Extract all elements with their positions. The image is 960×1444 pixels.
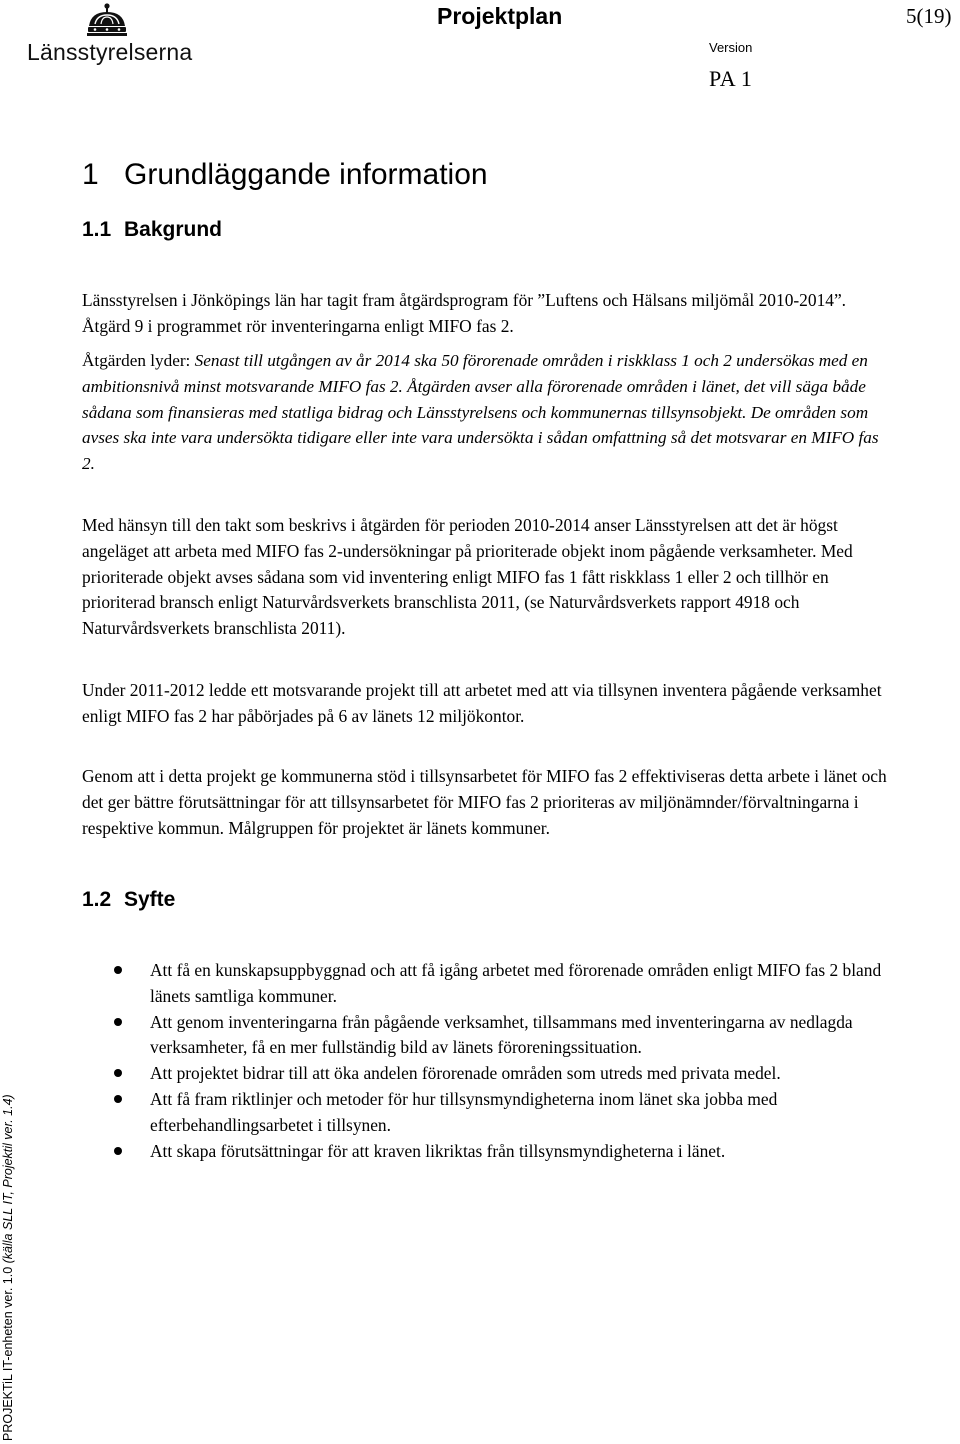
bullet-icon xyxy=(114,1069,122,1077)
list-item-text: Att få fram riktlinjer och metoder för hur tillsynsmyndigheterna inom länet ska jobba med efterbehandlingsarbetet i tillsynen. xyxy=(150,1088,778,1135)
side-note-plain: PROJEKTiL IT-enheten ver. 1.0 xyxy=(1,1263,15,1441)
quote-text: Senast till utgången av år 2014 ska 50 förorenade områden i riskklass 1 och 2 undersökas med en ambitionsnivå minst motsvarande MIFO fas 2. Åtgärden avser alla förorenade områden i länet, det vill säga både sådana som finansieras med statliga bidrag och Länsstyrelsens och kommunernas tillsynsobjekt. De områden som avses ska inte vara undersökta tidigare eller inte vara undersökta i sådan omfattning så det motsvarar en MIFO fas 2. xyxy=(82,351,879,474)
subsection-heading-bakgrund xyxy=(82,218,222,242)
bullet-icon xyxy=(114,1147,122,1155)
list-item xyxy=(110,1061,910,1087)
side-note-italic: (källa SLL IT, Projektil ver. 1.4) xyxy=(1,1094,15,1264)
subsection-number: 1.2 xyxy=(82,888,112,911)
list-item-text: Att få en kunskapsuppbyggnad och att få igång arbetet med förorenade områden enligt MIFO fas 2 bland länets samtliga kommuner. xyxy=(150,960,882,1006)
paragraph-intro: Länsstyrelsen i Jönköpings län har tagit fram åtgärdsprogram för ”Luftens och Hälsans miljömål 2010-2014”. Åtgärd 9 i programmet rör inventeringarna enligt MIFO fas 2. xyxy=(82,290,847,336)
subsection-title: Bakgrund xyxy=(124,218,223,241)
section-number: 1 xyxy=(82,158,99,191)
list-item xyxy=(110,1139,910,1165)
paragraph-priority: Med hänsyn till den takt som beskrivs i åtgärden för perioden 2010-2014 anser Länsstyrelsen att det är högst angeläget att arbeta med MIFO fas 2-undersökningar på prioriterade objekt inom pågående verksamheter. Med prioriterade objekt avses sådana som vid inventering enligt MIFO fas 1 fått riskklass 1 eller 2 och tillhör en prioriterad bransch enligt Naturvårdsverkets branschlista 2011, (se Naturvårdsverkets rapport 4918 och Naturvårdsverkets branschlista 2011). xyxy=(82,515,853,639)
template-source-note xyxy=(1,1094,15,1441)
page-number: 5(19) xyxy=(906,4,952,28)
subsection-heading-syfte xyxy=(82,888,175,912)
crown-icon xyxy=(79,2,135,40)
subsection-title: Syfte xyxy=(124,888,176,911)
section-title: Grundläggande information xyxy=(124,158,488,191)
list-item xyxy=(110,1087,910,1139)
paragraph-previous-project: Under 2011-2012 ledde ett motsvarande projekt till att arbetet med att via tillsynen inventera pågående verksamhet enligt MIFO fas 2 har påbörjades på 6 av länets 12 miljökontor. xyxy=(82,680,882,726)
bullet-icon xyxy=(114,1018,122,1026)
quote-lead: Åtgärden lyder: xyxy=(82,351,195,370)
bullet-icon xyxy=(114,1095,122,1103)
version-label: Version xyxy=(709,40,753,55)
list-item-text: Att skapa förutsättningar för att kraven likriktas från tillsynsmyndigheterna i länet. xyxy=(150,1140,726,1161)
list-item xyxy=(110,958,910,1010)
paragraph-quote xyxy=(82,348,890,477)
paragraph-target-group: Genom att i detta projekt ge kommunerna stöd i tillsynsarbetet för MIFO fas 2 effektiviseras detta arbete i länet och det ger bättre förutsättningar för att tillsynsarbetet för MIFO fas 2 prioriteras av miljönämnder/förvaltningarna i respektive kommun. Målgruppen för projektet är länets kommuner. xyxy=(82,766,887,838)
list-item-text: Att projektet bidrar till att öka andelen förorenade områden som utreds med privata medel. xyxy=(150,1063,781,1084)
list-item-text: Att genom inventeringarna från pågående verksamhet, tillsammans med inventeringarna av nedlagda verksamheter, få en mer fullständig bild av länets föroreningssituation. xyxy=(150,1011,853,1058)
bullet-icon xyxy=(114,966,122,974)
subsection-number: 1.1 xyxy=(82,218,112,241)
lansstyrelserna-logo xyxy=(27,2,193,76)
purpose-list xyxy=(110,958,910,1164)
section-heading-1 xyxy=(82,158,488,192)
document-title: Projektplan xyxy=(437,3,563,29)
logo-text: Länsstyrelserna xyxy=(27,39,193,65)
version-value: PA 1 xyxy=(709,66,753,91)
list-item xyxy=(110,1010,910,1062)
